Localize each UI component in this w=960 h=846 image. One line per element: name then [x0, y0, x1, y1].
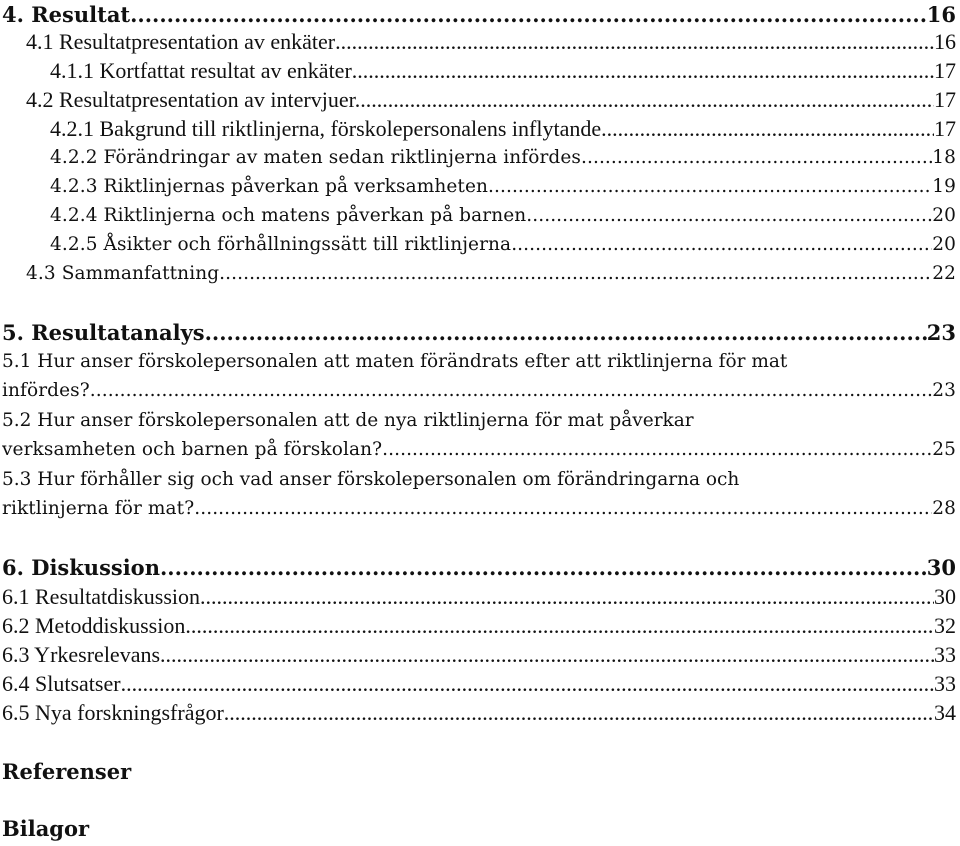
toc-leader — [335, 28, 934, 56]
toc-page-number: 16 — [926, 2, 956, 27]
toc-leader — [224, 699, 934, 727]
toc-entry-6-1[interactable] — [2, 583, 956, 613]
toc-entry-5-2[interactable] — [2, 436, 956, 464]
toc-leader — [205, 318, 927, 348]
toc-page-number: 32 — [934, 613, 956, 638]
toc-page-number: 23 — [932, 380, 956, 401]
toc-page-number: 30 — [926, 555, 956, 580]
toc-title: 6.4 Slutsatser — [2, 671, 121, 696]
toc-title: verksamheten och barnen på förskolan? — [2, 439, 383, 460]
toc-page-number: 28 — [932, 498, 956, 519]
toc-leader — [360, 86, 934, 114]
toc-title: riktlinjerna för mat? — [2, 498, 195, 519]
toc-title: 6.1 Resultatdiskussion — [2, 584, 201, 609]
toc-title: 4.3 Sammanfattning — [26, 263, 220, 284]
toc-entry-5-3-line1[interactable]: 5.3 Hur förhåller sig och vad anser förskolepersonalen om förändringarna och — [2, 469, 740, 490]
toc-entry-6-4[interactable] — [2, 670, 956, 700]
toc-page-number: 25 — [932, 439, 956, 460]
toc-leader — [194, 495, 932, 523]
toc-page-number: 30 — [934, 584, 956, 609]
toc-entry-4-2[interactable] — [26, 86, 956, 116]
toc-leader — [130, 0, 927, 30]
toc-entry-4-3[interactable] — [26, 260, 956, 288]
toc-title: 6. Diskussion — [2, 555, 160, 580]
toc-title: 6.5 Nya forskningsfrågor — [2, 700, 224, 725]
toc-leader — [90, 377, 932, 405]
toc-entry-chapter-6[interactable] — [2, 553, 956, 583]
toc-entry-5-1-line1[interactable]: 5.1 Hur anser förskolepersonalen att maten förändrats efter att riktlinjerna för mat — [2, 351, 788, 372]
toc-entry-6-3[interactable] — [2, 641, 956, 671]
toc-entry-4-2-1[interactable] — [50, 115, 956, 145]
toc-title: Bilagor — [2, 816, 90, 841]
toc-leader — [382, 436, 932, 464]
toc-entry-5-3[interactable] — [2, 495, 956, 523]
toc-page-number: 33 — [934, 671, 956, 696]
toc-page-number: 17 — [934, 87, 956, 112]
toc-entry-6-5[interactable] — [2, 699, 956, 729]
toc-title: 4.2 Resultatpresentation av intervjuer. — [26, 87, 361, 112]
toc-entry-chapter-4[interactable] — [2, 0, 956, 30]
toc-leader — [526, 202, 932, 230]
toc-leader — [488, 173, 932, 201]
toc-title: 6.3 Yrkesrelevans — [2, 642, 161, 667]
toc-leader — [601, 115, 934, 143]
toc-title: 4.2.1 Bakgrund till riktlinjerna, förskolepersonalens inflytande — [50, 116, 602, 141]
toc-leader — [185, 612, 934, 640]
toc-entry-4-1[interactable] — [26, 28, 956, 58]
toc-title: 4.1 Resultatpresentation av enkäter — [26, 29, 336, 54]
toc-title: infördes? — [2, 380, 90, 401]
toc-leader — [121, 670, 934, 698]
toc-leader — [511, 231, 932, 259]
toc-entry-4-2-4[interactable] — [50, 202, 956, 230]
toc-title: 5. Resultatanalys — [2, 320, 205, 345]
toc-title: 4.2.4 Riktlinjerna och matens påverkan på barnen — [50, 205, 527, 226]
toc-entry-4-2-5[interactable] — [50, 231, 956, 259]
toc-page-number: 20 — [932, 205, 956, 226]
toc-leader — [200, 583, 934, 611]
toc-title: 4.2.3 Riktlinjernas påverkan på verksamheten — [50, 176, 489, 197]
toc-entry-5-2-line1[interactable]: 5.2 Hur anser förskolepersonalen att de nya riktlinjerna för mat påverkar — [2, 410, 694, 431]
toc-page-number: 19 — [932, 176, 956, 197]
toc-leader — [219, 260, 932, 288]
toc-page-number: 33 — [934, 642, 956, 667]
toc-page-number: 18 — [932, 147, 956, 168]
toc-leader — [160, 553, 927, 583]
toc-page-number: 23 — [926, 320, 956, 345]
toc-entry-bilagor[interactable] — [2, 814, 402, 844]
toc-page-number: 20 — [932, 234, 956, 255]
toc-entry-4-1-1[interactable] — [50, 57, 956, 87]
toc-entry-4-2-3[interactable] — [50, 173, 956, 201]
toc-entry-referenser[interactable] — [2, 757, 402, 787]
toc-title: 4.2.2 Förändringar av maten sedan riktlinjerna infördes — [50, 147, 581, 168]
toc-title: 6.2 Metoddiskussion — [2, 613, 186, 638]
toc-title: 4.1.1 Kortfattat resultat av enkäter — [50, 58, 352, 83]
toc-leader — [352, 57, 934, 85]
toc-entry-chapter-5[interactable] — [2, 318, 956, 348]
toc-entry-6-2[interactable] — [2, 612, 956, 642]
toc-leader — [160, 641, 934, 669]
toc-title: 4. Resultat — [2, 2, 131, 27]
toc-page-number: 16 — [934, 29, 956, 54]
toc-entry-4-2-2[interactable] — [50, 144, 956, 172]
toc-page-number: 17 — [934, 116, 956, 141]
toc-leader — [581, 144, 932, 172]
toc-page-number: 34 — [934, 700, 956, 725]
toc-entry-5-1[interactable] — [2, 377, 956, 405]
toc-page-number: 17 — [934, 58, 956, 83]
toc-title: 4.2.5 Åsikter och förhållningssätt till riktlinjerna — [50, 234, 512, 255]
toc-page-number: 22 — [932, 263, 956, 284]
toc-title: Referenser — [2, 759, 132, 784]
